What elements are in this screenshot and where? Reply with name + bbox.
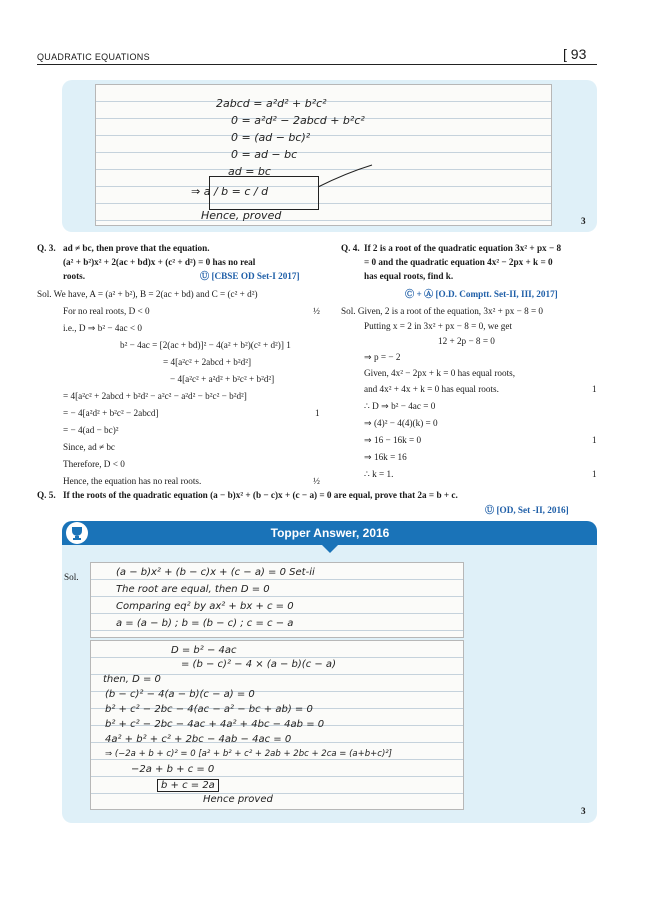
- scan-line-3: 0 = (ad − bc)²: [231, 131, 311, 144]
- q3-sol-9: = − 4(ad − bc)²: [63, 425, 119, 435]
- q3-sol-11: Therefore, D < 0: [63, 459, 125, 469]
- topper-scan2-line-11: Hence proved: [203, 794, 273, 805]
- q4-sol-4: ⇒ p = − 2: [364, 352, 401, 362]
- header-rule: [37, 64, 597, 65]
- scan-line-2: 0 = a²d² − 2abcd + b²c²: [231, 114, 365, 127]
- topper-trophy-icon: [66, 522, 88, 544]
- scan-line-4: 0 = ad − bc: [231, 148, 298, 161]
- q3-sol-1: Sol. We have, A = (a² + b²), B = 2(ac + bd) and C = (c² + d²): [37, 289, 258, 299]
- q4-source-tag: Ⓒ + Ⓐ [O.D. Comptt. Set-II, III, 2017]: [405, 289, 558, 299]
- topper-scan2-line-7: 4a² + b² + c² + 2bc − 4ab − 4ac = 0: [105, 734, 292, 745]
- topper-scan2-line-1: D = b² − 4ac: [171, 645, 237, 656]
- topper-scan1-line-2: The root are equal, then D = 0: [116, 584, 270, 595]
- topper-banner-caret: [322, 545, 338, 553]
- topper-scan1-line-4: a = (a − b) ; b = (b − c) ; c = c − a: [116, 618, 294, 629]
- q3-source-tag: Ⓤ [CBSE OD Set-I 2017]: [200, 271, 300, 281]
- q3-sol-12: Hence, the equation has no real roots.: [63, 476, 202, 486]
- q4-sol-10: ⇒ 16k = 16: [364, 452, 407, 462]
- topper-scan2-line-6: b² + c² − 2bc − 4ac + 4a² + 4bc − 4ab = 0: [105, 719, 325, 730]
- q5-label: Q. 5.: [37, 490, 56, 500]
- topper-scan2-line-2: = (b − c)² − 4 × (a − b)(c − a): [181, 659, 336, 670]
- topper-scan2-line-10: b + c = 2a: [157, 779, 219, 792]
- q4-mark-3: 1: [592, 469, 597, 479]
- q3-sol-4: b² − 4ac = [2(ac + bd)]² − 4(a² + b²)(c² + d²)] 1: [120, 340, 291, 350]
- topper-banner-title: Topper Answer, 2016: [255, 521, 405, 545]
- q4-sol-5: Given, 4x² − 2px + k = 0 has equal roots,: [364, 368, 515, 378]
- q3-sol-7: = 4[a²c² + 2abcd + b²d² − a²c² − a²d² − b²c² − b²d²]: [63, 391, 247, 401]
- q3-sol-8: = − 4[a²d² + b²c² − 2abcd]: [63, 408, 159, 418]
- scan-line-6: ⇒ a / b = c / d: [191, 185, 269, 198]
- topper-scan2-line-9: −2a + b + c = 0: [131, 764, 215, 775]
- q3-sol-10: Since, ad ≠ bc: [63, 442, 115, 452]
- q5-source-tag: Ⓤ [OD, Set -II, 2016]: [485, 505, 569, 515]
- q3-statement-1: ad ≠ bc, then prove that the equation.: [63, 243, 210, 253]
- scan-line-5: ad = bc: [228, 165, 271, 178]
- chapter-title: QUADRATIC EQUATIONS: [37, 52, 150, 62]
- topper-scan1-line-1: (a − b)x² + (b − c)x + (c − a) = 0 Set-ii: [116, 567, 315, 578]
- top-scan-sheet: [95, 84, 552, 226]
- q4-sol-9: ⇒ 16 − 16k = 0: [364, 435, 422, 445]
- q3-statement-3: roots.: [63, 271, 86, 281]
- q4-sol-1: Sol. Given, 2 is a root of the equation, 3x² + px − 8 = 0: [341, 306, 544, 316]
- scan-line-1: 2abcd = a²d² + b²c²: [216, 97, 327, 110]
- topper-scan2-line-5: b² + c² − 2bc − 4(ac − a² − bc + ab) = 0: [105, 704, 313, 715]
- scan-line-7: Hence, proved: [201, 209, 282, 222]
- q3-mark-half-2: ½: [313, 476, 320, 486]
- q4-statement-2: = 0 and the quadratic equation 4x² − 2px + k = 0: [364, 257, 553, 267]
- q4-statement-3: has equal roots, find k.: [364, 271, 454, 281]
- q3-mark-1: 1: [315, 408, 320, 418]
- topper-scan1-line-3: Comparing eq² by ax² + bx + c = 0: [116, 601, 294, 612]
- topper-scan-sheet-2: [90, 640, 464, 810]
- q3-label: Q. 3.: [37, 243, 56, 253]
- q4-label: Q. 4.: [341, 243, 360, 253]
- top-marks: 3: [581, 216, 586, 226]
- q3-sol-6: − 4[a²c² + a²d² + b²c² + b²d²]: [170, 374, 275, 384]
- topper-scan2-line-3: then, D = 0: [103, 674, 161, 685]
- q4-sol-7: ∴ D ⇒ b² − 4ac = 0: [364, 401, 436, 411]
- topper-scan2-line-8: ⇒ (−2a + b + c)² = 0 [a² + b² + c² + 2ab + 2bc + 2ca = (a+b+c)²]: [105, 749, 392, 759]
- page-number: [ 93: [563, 46, 587, 62]
- q4-sol-3: 12 + 2p − 8 = 0: [438, 336, 495, 346]
- q3-sol-5: = 4[a²c² + 2abcd + b²d²]: [163, 357, 252, 367]
- q3-mark-half-1: ½: [313, 306, 320, 316]
- q4-sol-8: ⇒ (4)² − 4(4)(k) = 0: [364, 418, 438, 428]
- q5-statement: If the roots of the quadratic equation (a − b)x² + (b − c)x + (c − a) = 0 are equal, prove that 2a = b + c.: [63, 490, 458, 500]
- q3-statement-2: (a² + b²)x² + 2(ac + bd)x + (c² + d²) = 0 has no real: [63, 257, 256, 267]
- q4-statement-1: If 2 is a root of the quadratic equation 3x² + px − 8: [364, 243, 562, 253]
- q4-sol-2: Putting x = 2 in 3x² + px − 8 = 0, we get: [364, 321, 513, 331]
- q4-sol-11: ∴ k = 1.: [364, 469, 394, 479]
- q4-mark-1: 1: [592, 384, 597, 394]
- topper-marks: 3: [581, 806, 586, 816]
- q4-sol-6: and 4x² + 4x + k = 0 has equal roots.: [364, 384, 499, 394]
- q3-sol-3: i.e., D ⇒ b² − 4ac < 0: [63, 323, 142, 333]
- topper-scan-sheet-1: [90, 562, 464, 638]
- scan-arrow-stroke: [316, 163, 376, 193]
- q3-sol-2: For no real roots, D < 0: [63, 306, 150, 316]
- topper-scan2-line-4: (b − c)² − 4(a − b)(c − a) = 0: [105, 689, 255, 700]
- topper-sol-label: Sol.: [64, 572, 79, 582]
- q4-mark-2: 1: [592, 435, 597, 445]
